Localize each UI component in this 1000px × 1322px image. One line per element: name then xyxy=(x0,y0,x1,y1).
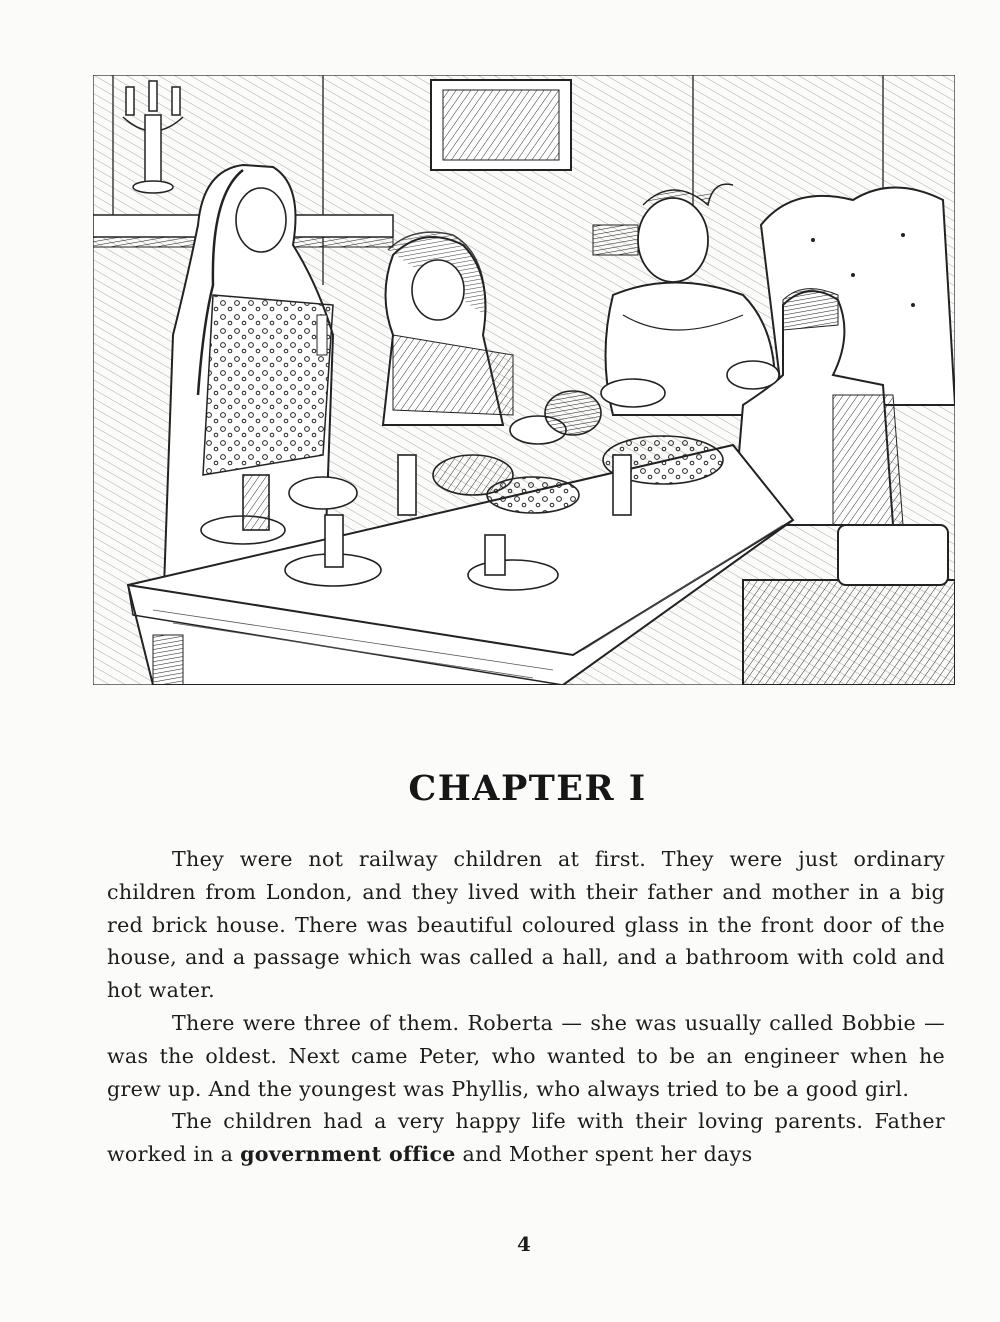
paragraph-text: There were three of them. Roberta — she was usually called Bobbie — was the oldest. Next came Peter, who wanted to be an engineer when he grew up. And the youngest was Phyllis, who always tried to be a good girl. xyxy=(107,1010,945,1101)
paragraph-text: and Mother spent her days xyxy=(455,1142,753,1167)
paragraph xyxy=(107,1105,945,1171)
paragraph-text: The children had a very happy life with their loving parents. Father worked in a xyxy=(107,1109,945,1167)
paragraph xyxy=(107,1007,945,1105)
chapter-body xyxy=(107,843,945,1171)
tea-party-illustration xyxy=(93,75,955,685)
chapter-title: CHAPTER I xyxy=(408,768,647,809)
paragraph-text: They were not railway children at first. They were just ordinary children from London, and they lived with their father and mother in a big red brick house. There was beautiful coloured glass in the front door of the house, and a passage which was called a hall, and a bathroom with cold and hot water. xyxy=(107,847,945,1003)
page-number: 4 xyxy=(517,1232,531,1256)
paragraph xyxy=(107,843,945,1007)
bold-term: government office xyxy=(240,1142,456,1167)
